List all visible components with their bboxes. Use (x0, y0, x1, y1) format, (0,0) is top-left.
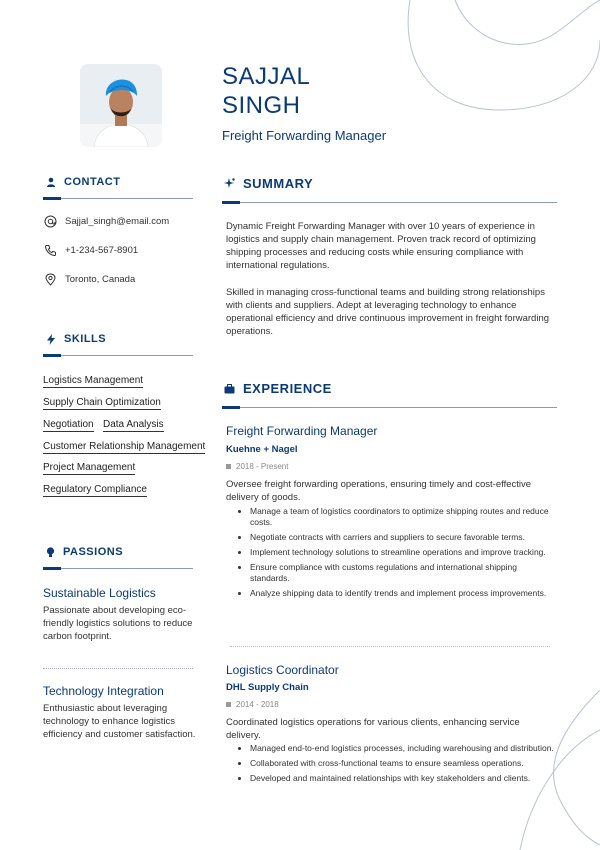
lightbulb-icon (46, 547, 55, 558)
contact-heading (46, 176, 120, 188)
list-item: Collaborated with cross-functional teams to ensure seamless operations. (238, 758, 558, 769)
skills-rule (43, 355, 193, 356)
list-item: Managed end-to-end logistics processes, including warehousing and distribution. (238, 743, 558, 754)
passion-title: Sustainable Logistics (43, 586, 156, 600)
location-text: Toronto, Canada (65, 274, 136, 285)
person-icon (46, 177, 56, 187)
passion-text: Passionate about developing eco-friendly logistics solutions to reduce carbon footprint. (43, 605, 193, 642)
candidate-name (222, 62, 310, 120)
job-description: Coordinated logistics operations for various clients, enhancing service delivery. (226, 717, 520, 741)
last-name: SINGH (222, 92, 301, 119)
experience-heading-label: EXPERIENCE (243, 381, 332, 396)
job-period (226, 700, 279, 709)
job-period-text: 2018 - Present (236, 462, 289, 471)
skill-tag: Negotiation (43, 419, 94, 430)
summary-heading-label: SUMMARY (243, 176, 314, 191)
passions-heading-label: PASSIONS (63, 546, 124, 558)
first-name: SAJJAL (222, 63, 311, 90)
passions-heading (46, 546, 123, 558)
contact-location (44, 273, 135, 286)
skills-heading-label: SKILLS (64, 333, 107, 345)
summary-rule-accent (222, 201, 240, 204)
passion-title: Technology Integration (43, 684, 164, 698)
list-item: Ensure compliance with customs regulations and international shipping standards. (238, 562, 558, 584)
summary-rule (222, 202, 557, 203)
phone-text: +1-234-567-8901 (65, 245, 139, 256)
contact-rule-accent (43, 197, 61, 200)
skills-rule-accent (43, 354, 61, 357)
job-period (226, 462, 288, 471)
experience-rule-accent (222, 406, 240, 409)
at-sign-icon (44, 215, 57, 228)
skill-tag: Logistics Management (43, 375, 144, 386)
passion-text: Enthusiastic about leveraging technology to enhance logistics efficiency and customer satisfaction. (43, 703, 196, 740)
list-item: Developed and maintained relationships with key stakeholders and clients. (238, 773, 558, 784)
summary-heading (224, 176, 313, 191)
passions-rule (43, 568, 193, 569)
skill-tag: Project Management (43, 462, 136, 473)
summary-paragraph: Skilled in managing cross-functional teams and building strong relationships with clients and suppliers. Adept at leveraging technology to enhance operational efficiency and drive continuous improvement in freight forwarding operations. (226, 287, 550, 337)
sparkle-icon (224, 178, 235, 189)
job-period-text: 2014 - 2018 (236, 700, 279, 709)
job-title: Freight Forwarding Manager (226, 424, 378, 438)
list-item: Analyze shipping data to identify trends and implement process improvements. (238, 588, 558, 599)
list-item: Manage a team of logistics coordinators to optimize shipping routes and reduce costs. (238, 506, 558, 528)
company-name: Kuehne + Nagel (226, 444, 298, 455)
skills-heading (46, 333, 106, 345)
job-separator (230, 646, 550, 647)
contact-rule (43, 198, 193, 199)
phone-icon (44, 244, 57, 257)
passions-rule-accent (43, 567, 61, 570)
skill-tag: Supply Chain Optimization (43, 397, 161, 408)
job-title: Logistics Coordinator (226, 663, 339, 677)
company-name: DHL Supply Chain (226, 682, 309, 693)
job-bullets (238, 743, 558, 788)
experience-heading (224, 381, 332, 396)
lightning-icon (46, 334, 56, 345)
job-description: Oversee freight forwarding operations, ensuring timely and cost-effective delivery of goods. (226, 479, 532, 503)
experience-rule (222, 407, 557, 408)
skill-tag: Customer Relationship Management (43, 441, 206, 452)
skill-tag: Data Analysis (103, 419, 164, 430)
contact-phone[interactable] (44, 244, 138, 257)
summary-paragraph: Dynamic Freight Forwarding Manager with over 10 years of experience in logistics and supply chain management. Proven track record of optimizing shipping processes and reducing costs while ensuring compliance with international regulations. (226, 221, 536, 271)
contact-email[interactable] (44, 215, 169, 228)
location-pin-icon (44, 273, 57, 286)
job-bullets (238, 506, 558, 603)
contact-heading-label: CONTACT (64, 176, 121, 188)
passion-separator (43, 668, 193, 669)
calendar-icon (226, 702, 231, 707)
job-title-heading: Freight Forwarding Manager (222, 128, 387, 143)
email-text: Sajjal_singh@email.com (65, 216, 170, 227)
skill-tag: Regulatory Compliance (43, 484, 147, 495)
briefcase-icon (224, 384, 235, 394)
list-item: Implement technology solutions to streamline operations and improve tracking. (238, 547, 558, 558)
calendar-icon (226, 464, 231, 469)
list-item: Negotiate contracts with carriers and suppliers to secure favorable terms. (238, 532, 558, 543)
profile-photo (80, 64, 162, 147)
